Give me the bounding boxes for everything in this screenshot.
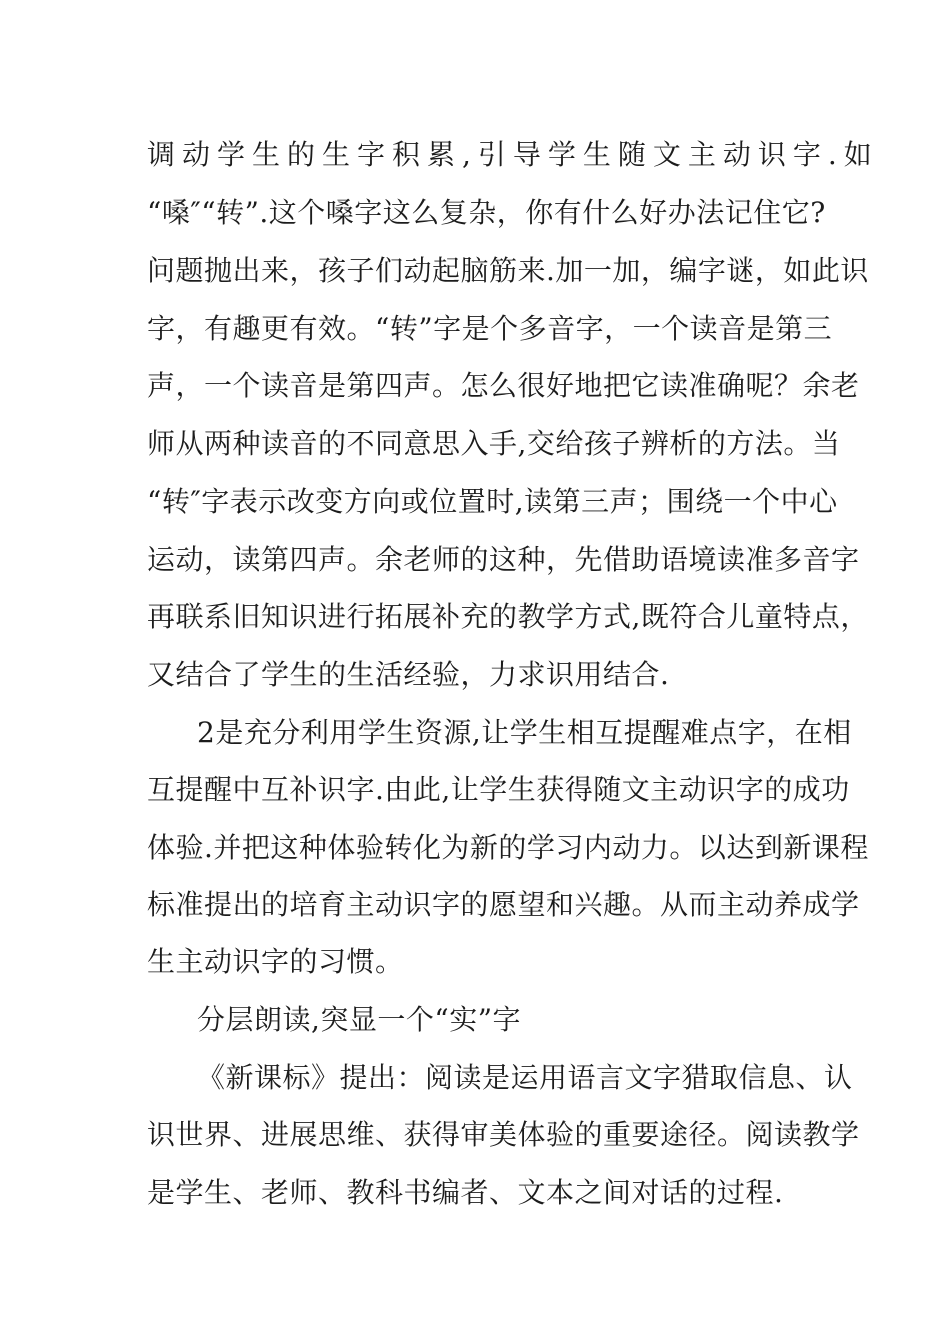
paragraph-first-line: 2是充分利用学生资源,让学生相互提醒难点字，在相: [197, 716, 852, 749]
text-line: 互提醒中互补识字.由此,让学生获得随文主动识字的成功: [147, 773, 850, 806]
text-line: 调动学生的生字积累,引导学生随文主动识字.如: [147, 138, 879, 171]
text-line: 是学生、老师、教科书编者、文本之间对话的过程.: [147, 1176, 784, 1209]
text-line: 识世界、进展思维、获得审美体验的重要途径。阅读教学: [147, 1118, 860, 1151]
text-line: 声，一个读音是第四声。怎么很好地把它读准确呢？余老: [147, 369, 860, 402]
text-line: “嗓″“转”.这个嗓字这么复杂，你有什么好办法记住它?: [147, 196, 826, 229]
text-line: 又结合了学生的生活经验，力求识用结合.: [147, 658, 670, 691]
text-line: 再联系旧知识进行拓展补充的教学方式,既符合儿童特点，: [147, 600, 869, 633]
text-line: 师从两种读音的不同意思入手,交给孩子辨析的方法。当: [147, 427, 841, 460]
text-line: “转″字表示改变方向或位置时,读第三声；围绕一个中心: [147, 485, 838, 518]
text-line: 体验.并把这种体验转化为新的学习内动力。以达到新课程: [147, 831, 869, 864]
text-line: 问题抛出来，孩子们动起脑筋来.加一加，编字谜，如此识: [147, 254, 869, 287]
paragraph-first-line: 《新课标》提出：阅读是运用语言文字猎取信息、认: [197, 1061, 853, 1094]
text-line: 生主动识字的习惯。: [147, 945, 404, 978]
text-line: 标准提出的培育主动识字的愿望和兴趣。从而主动养成学: [147, 888, 860, 921]
section-heading: 分层朗读,突显一个“实”字: [197, 1003, 522, 1036]
text-line: 字，有趣更有效。“转”字是个多音字，一个读音是第三: [147, 312, 833, 345]
text-line: 运动，读第四声。余老师的这种，先借助语境读准多音字: [147, 543, 860, 576]
